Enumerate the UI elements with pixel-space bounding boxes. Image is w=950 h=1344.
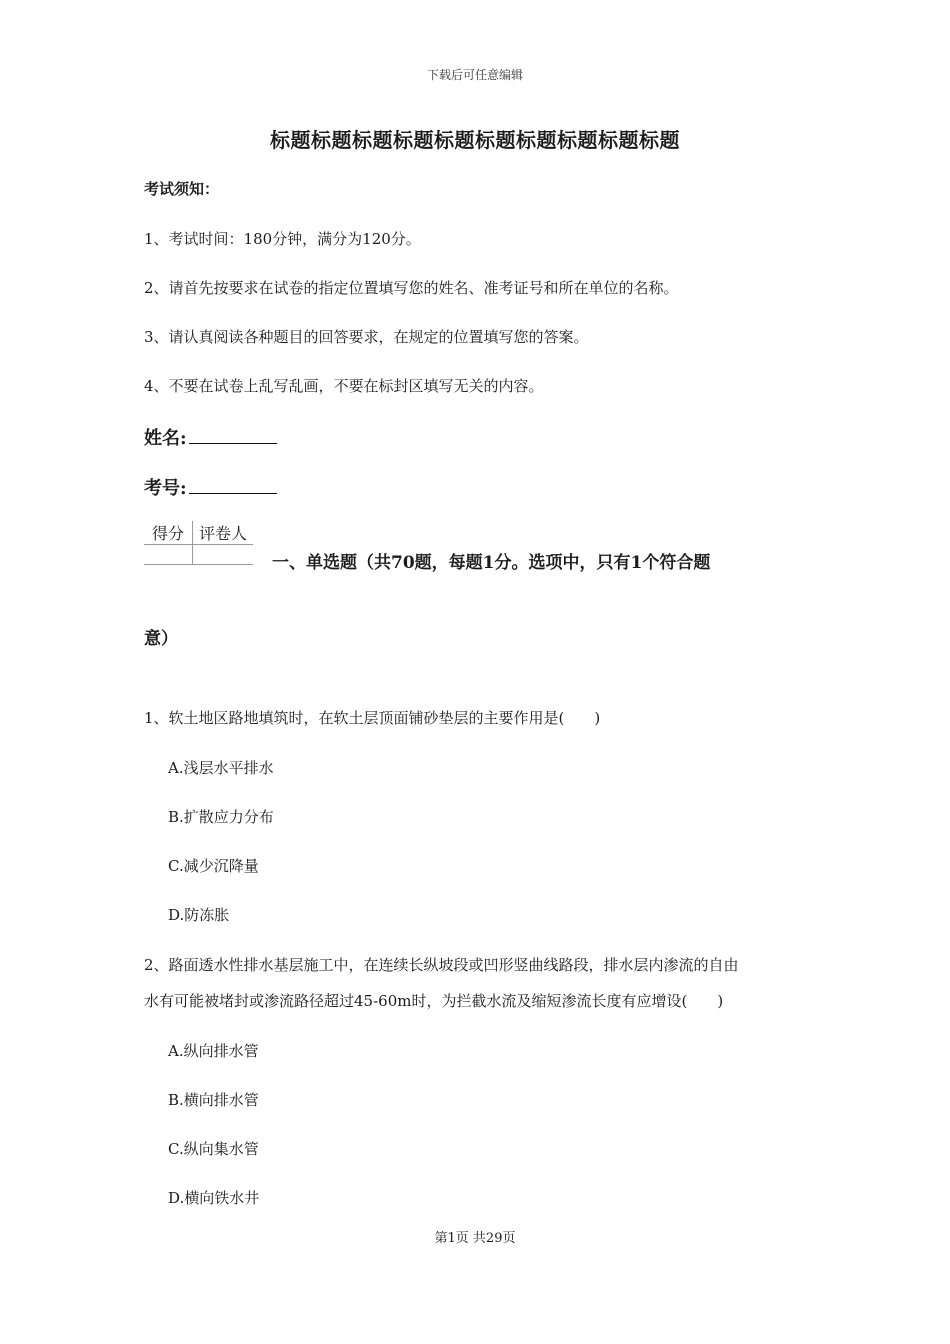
grader-cell[interactable]	[193, 545, 254, 565]
exam-number-blank[interactable]	[189, 475, 277, 494]
exam-number-field	[144, 474, 277, 500]
score-table	[144, 521, 253, 565]
exam-number-label: 考号:	[144, 478, 187, 499]
answer-option: B.横向排水管	[168, 1091, 259, 1109]
answer-option: A.纵向排水管	[168, 1042, 259, 1060]
score-cell[interactable]	[144, 545, 193, 565]
document-title: 标题标题标题标题标题标题标题标题标题标题	[270, 128, 680, 152]
answer-option: C.减少沉降量	[168, 857, 259, 875]
name-field	[144, 424, 277, 450]
answer-option: D.横向铁水井	[168, 1189, 260, 1207]
section-title: 一、单选题（共70题，每题1分。选项中，只有1个符合题	[272, 553, 711, 573]
answer-option: B.扩散应力分布	[168, 808, 274, 826]
notice-rule: 4、不要在试卷上乱写乱画，不要在标封区填写无关的内容。	[144, 377, 544, 395]
answer-option: C.纵向集水管	[168, 1140, 259, 1158]
grader-header: 评卷人	[193, 521, 254, 545]
name-label: 姓名:	[144, 428, 187, 449]
section-title-continued: 意）	[144, 629, 178, 649]
answer-option: A.浅层水平排水	[168, 759, 274, 777]
notice-heading: 考试须知：	[144, 180, 220, 198]
notice-rule: 2、请首先按要求在试卷的指定位置填写您的姓名、准考证号和所在单位的名称。	[144, 279, 679, 297]
question-stem: 1、软土地区路地填筑时，在软土层顶面铺砂垫层的主要作用是( )	[144, 709, 601, 727]
answer-option: D.防冻胀	[168, 906, 230, 924]
notice-rule: 1、考试时间：180分钟，满分为120分。	[144, 230, 421, 248]
name-blank[interactable]	[189, 425, 277, 444]
score-header: 得分	[144, 521, 193, 545]
notice-rule: 3、请认真阅读各种题目的回答要求，在规定的位置填写您的答案。	[144, 328, 589, 346]
question-stem: 2、路面透水性排水基层施工中，在连续长纵坡段或凹形竖曲线路段，排水层内渗流的自由	[144, 956, 739, 974]
header-note: 下载后可任意编辑	[426, 68, 523, 82]
question-stem-continued: 水有可能被堵封或渗流路径超过45-60m时，为拦截水流及缩短渗流长度有应增设( )	[144, 992, 724, 1010]
page-footer: 第1页 共29页	[434, 1231, 516, 1246]
